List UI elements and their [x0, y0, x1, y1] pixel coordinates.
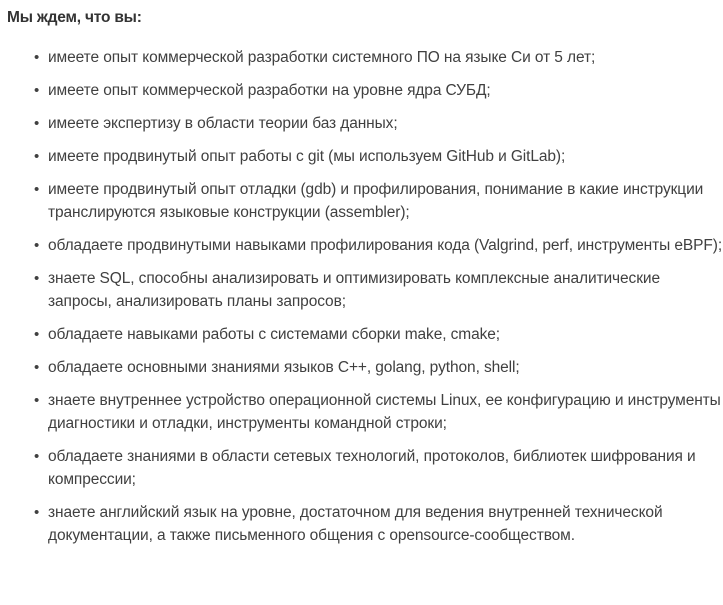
requirement-item: • имеете экспертизу в области теории баз данных;	[48, 112, 723, 135]
requirement-item: • имеете опыт коммерческой разработки на уровне ядра СУБД;	[48, 79, 723, 102]
requirement-item: • обладаете навыками работы с системами сборки make, cmake;	[48, 323, 723, 346]
requirement-item: • обладаете знаниями в области сетевых технологий, протоколов, библиотек шифрования и компрессии;	[48, 445, 723, 491]
requirement-item: • знаете внутреннее устройство операционной системы Linux, ее конфигурацию и инструменты диагностики и отладки, инструменты командной строки;	[48, 389, 723, 435]
requirement-item: • имеете продвинутый опыт отладки (gdb) и профилирования, понимание в какие инструкции транслируются языковые конструкции (assembler);	[48, 178, 723, 224]
requirement-item: • обладаете продвинутыми навыками профилирования кода (Valgrind, perf, инструменты eBPF);	[48, 234, 723, 257]
requirement-item: • имеете продвинутый опыт работы с git (мы используем GitHub и GitLab);	[48, 145, 723, 168]
requirement-item: • обладаете основными знаниями языков C++, golang, python, shell;	[48, 356, 723, 379]
requirements-list	[48, 46, 723, 547]
requirement-item: • имеете опыт коммерческой разработки системного ПО на языке Си от 5 лет;	[48, 46, 723, 69]
section-heading: Мы ждем, что вы:	[7, 9, 142, 26]
requirement-item: • знаете SQL, способны анализировать и оптимизировать комплексные аналитические запросы, анализировать планы запросов;	[48, 267, 723, 313]
requirement-item: • знаете английский язык на уровне, достаточном для ведения внутренней технической документации, а также письменного общения с opensource-сообществом.	[48, 501, 723, 547]
